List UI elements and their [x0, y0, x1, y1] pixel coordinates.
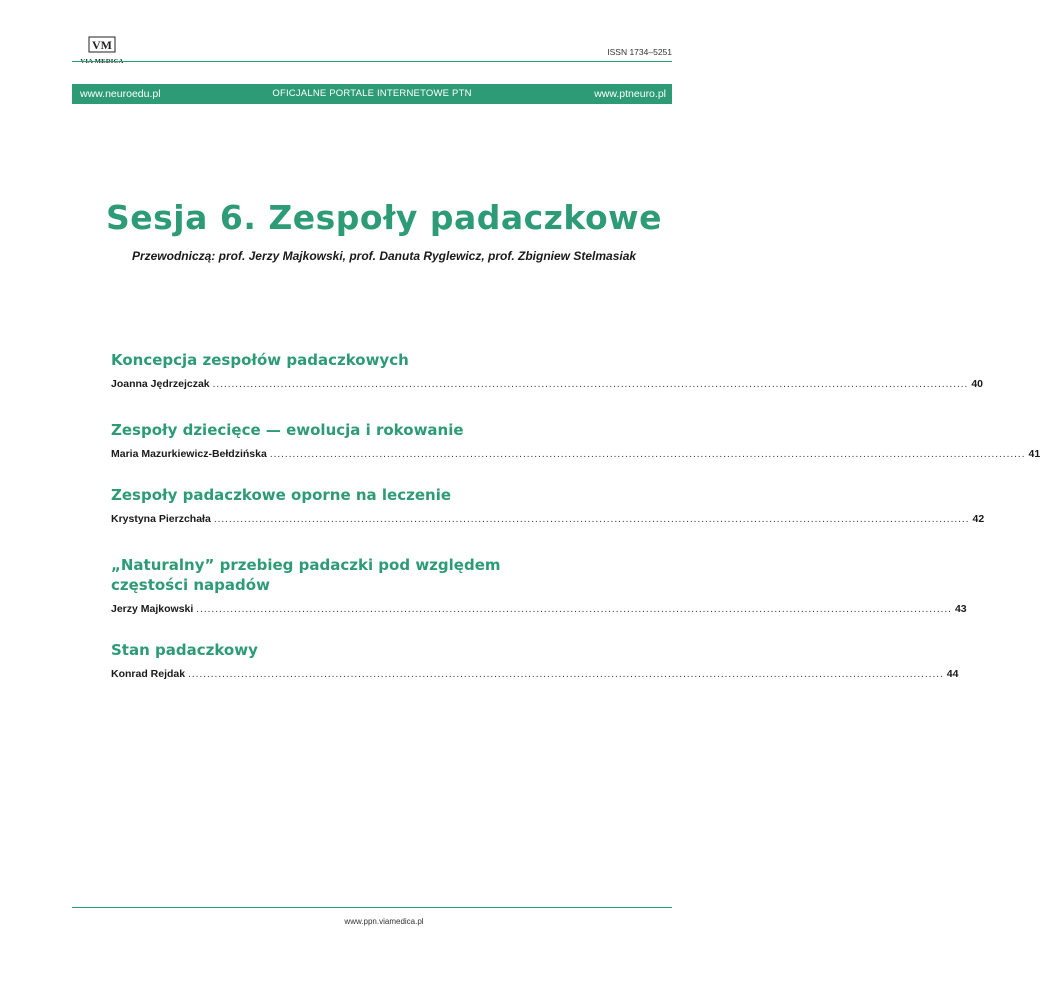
toc-leader-dots: ........................................................................................................................................................................................................ [212, 379, 969, 390]
toc-leader-dots: ........................................................................................................................................................................................................ [188, 669, 944, 680]
toc-entry[interactable] [111, 640, 959, 682]
toc-entry-title: „Naturalny” przebieg padaczki pod względem [111, 556, 501, 574]
bottom-divider [72, 907, 672, 908]
toc-entry-page: 44 [946, 668, 959, 680]
portal-bar [72, 84, 672, 104]
portal-bar-caption: OFICJALNE PORTALE INTERNETOWE PTN [272, 88, 472, 99]
toc-entry-page: 43 [954, 603, 967, 615]
toc-entry-title: Stan padaczkowy [111, 641, 258, 659]
neuroedu-link[interactable]: www.neuroedu.pl [80, 88, 161, 100]
toc-entry-page: 40 [971, 378, 983, 390]
toc-entry[interactable] [111, 555, 967, 617]
toc-entry[interactable] [111, 485, 985, 527]
toc-entry-author: Krystyna Pierzchała [111, 513, 211, 525]
toc-entry-line [111, 513, 985, 527]
toc-entry-line [111, 603, 967, 617]
toc-entry-author: Jerzy Majkowski [111, 603, 194, 615]
toc-entry-line [111, 668, 959, 682]
toc-entry-author: Konrad Rejdak [111, 668, 186, 680]
toc-leader-dots: ........................................................................................................................................................................................................ [213, 514, 970, 525]
top-divider [72, 61, 672, 62]
session-title: Sesja 6. Zespoły padaczkowe [106, 198, 662, 237]
toc-entry-page: 42 [972, 513, 985, 525]
toc-entry-line [111, 378, 983, 392]
svg-text:VM: VM [92, 38, 112, 52]
toc-entry-page: 41 [1028, 448, 1040, 460]
toc-entry-author: Joanna Jędrzejczak [111, 378, 210, 390]
toc-entry-line [111, 448, 1040, 462]
toc-entry[interactable] [111, 420, 1040, 462]
toc-entry-author: Maria Mazurkiewicz-Bełdzińska [111, 448, 267, 460]
toc-leader-dots: ........................................................................................................................................................................................................ [269, 449, 1026, 460]
toc-entry-title: Zespoły padaczkowe oporne na leczenie [111, 486, 452, 504]
footer-url[interactable]: www.ppn.viamedica.pl [344, 917, 424, 926]
toc-entry-title-line2: częstości napadów [111, 576, 270, 594]
issn-number: ISSN 1734–5251 [607, 47, 672, 57]
ptneuro-link[interactable]: www.ptneuro.pl [594, 88, 666, 100]
toc-entry[interactable] [111, 350, 983, 392]
toc-entry-title: Zespoły dziecięce — ewolucja i rokowanie [111, 421, 464, 439]
toc-entry-title: Koncepcja zespołów padaczkowych [111, 351, 409, 369]
session-chairs: Przewodniczą: prof. Jerzy Majkowski, prof. Danuta Ryglewicz, prof. Zbigniew Stelmasiak [131, 249, 637, 263]
toc-leader-dots: ........................................................................................................................................................................................................ [196, 604, 952, 615]
vm-logo-icon [89, 37, 115, 52]
